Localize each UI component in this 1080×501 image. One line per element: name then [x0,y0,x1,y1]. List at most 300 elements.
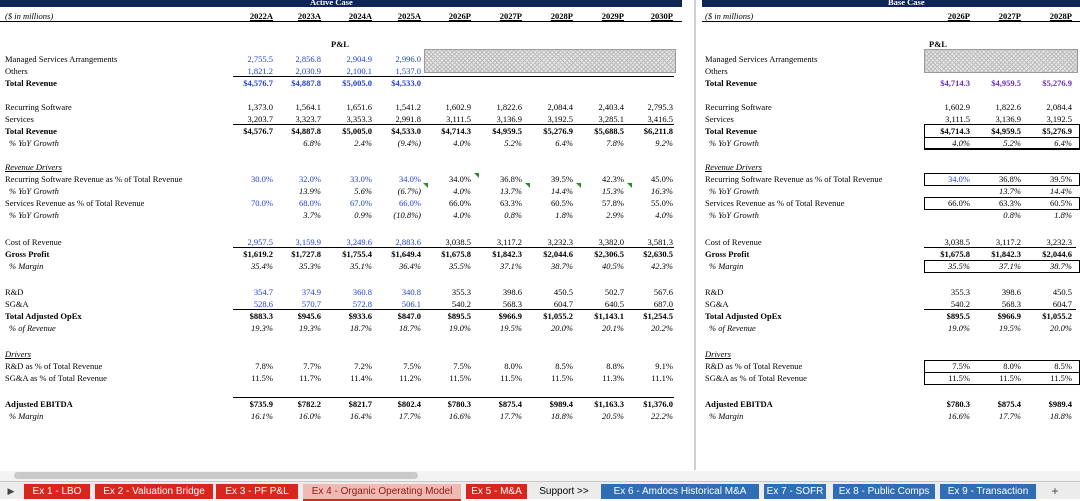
sheet-tab[interactable]: Ex 3 - PF P&L [216,484,298,499]
cell-value[interactable]: 11.1% [651,373,673,383]
year-header: 2027P [998,11,1021,21]
cell-value[interactable]: 20.0% [551,323,573,333]
cell-value[interactable]: (6.7%) [397,186,421,196]
cell-value[interactable]: 502.7 [604,287,624,297]
cell-value[interactable]: 4.0% [453,186,471,196]
cell-value[interactable]: $5,276.9 [1042,126,1072,136]
row-label-rd: R&D [5,287,24,297]
cell-value[interactable]: $4,714.3 [441,126,471,136]
cell-value[interactable]: 11.5% [251,373,273,383]
cell-value[interactable]: $1,727.8 [291,249,321,259]
row-label-msa: Managed Services Arrangements [5,54,118,64]
cell-value[interactable]: 1,651.6 [346,102,372,112]
cell-value[interactable]: 8.0% [1003,361,1021,371]
row-label-services: Services [5,114,34,124]
cell-value[interactable]: 17.7% [500,411,522,421]
cell-value[interactable]: $4,714.3 [940,78,970,88]
row-label-total_rev2: Total Revenue [5,126,57,136]
cell-value[interactable]: 3,111.5 [446,114,471,124]
cell-value[interactable]: 42.3% [651,261,673,271]
total-rule [233,76,674,77]
cell-value[interactable]: $821.7 [348,399,372,409]
cell-value[interactable]: $895.5 [946,311,970,321]
cell-value[interactable]: $780.3 [447,399,471,409]
cell-value[interactable]: 66.0% [948,198,970,208]
cell-value[interactable]: 1,602.9 [445,102,471,112]
cell-value[interactable]: 33.0% [350,174,372,184]
cell-value[interactable]: 568.3 [1001,299,1021,309]
cell-value[interactable]: 2,100.1 [346,66,372,76]
cell-value[interactable]: 13.7% [500,186,522,196]
cell-value[interactable]: 16.6% [948,411,970,421]
cell-value[interactable]: 2.9% [606,210,624,220]
base-case-title: Base Case [888,0,925,7]
cell-value[interactable]: 30.0% [251,174,273,184]
cell-value[interactable]: 11.5% [500,373,522,383]
cell-value[interactable]: 45.0% [651,174,673,184]
cell-value[interactable]: $945.6 [297,311,321,321]
cell-value[interactable]: $895.5 [447,311,471,321]
cell-value[interactable]: $5,276.9 [543,126,573,136]
cell-value[interactable]: 2,904.9 [346,54,372,64]
cell-value[interactable]: 18.8% [1050,411,1072,421]
cell-value[interactable]: 7.8% [255,361,273,371]
row-label-gp: Gross Profit [5,249,50,259]
cell-value[interactable]: 7.5% [403,361,421,371]
cell-value[interactable]: 3,038.5 [944,237,970,247]
cell-value[interactable]: 55.0% [651,198,673,208]
cell-value[interactable]: 15.3% [602,186,624,196]
cell-value[interactable]: 63.3% [500,198,522,208]
cell-value[interactable]: 19.0% [948,323,970,333]
header-rule [702,21,1080,22]
cell-value[interactable]: 1,537.0 [395,66,421,76]
cell-value[interactable]: 6.8% [303,138,321,148]
row-label-drivers: Drivers [705,349,731,359]
cell-value[interactable]: (10.8%) [393,210,421,220]
input-box [924,197,1080,210]
cell-value[interactable]: 18.7% [399,323,421,333]
cell-value[interactable]: $4,533.0 [391,78,421,88]
cell-value[interactable]: 70.0% [251,198,273,208]
row-label-total_rev1: Total Revenue [5,78,57,88]
cell-value[interactable]: $4,576.7 [243,78,273,88]
cell-value[interactable]: 1,822.6 [496,102,522,112]
cell-value[interactable]: 19.5% [999,323,1021,333]
cell-value[interactable]: $1,755.4 [342,249,372,259]
cell-value[interactable]: 528.6 [253,299,273,309]
cell-value[interactable]: 1,602.9 [944,102,970,112]
cell-value[interactable]: 2,403.4 [598,102,624,112]
cell-value[interactable]: 572.8 [352,299,372,309]
cell-value[interactable]: 16.3% [651,186,673,196]
cell-value[interactable]: 39.5% [1050,174,1072,184]
cell-value[interactable]: 2,084.4 [1046,102,1072,112]
cell-value[interactable]: 3.7% [303,210,321,220]
cell-value[interactable]: 3,232.3 [1046,237,1072,247]
cell-value[interactable]: $1,675.8 [441,249,471,259]
add-sheet-icon[interactable]: + [1051,484,1059,498]
cell-value[interactable]: 3,581.3 [647,237,673,247]
cell-value[interactable]: 11.5% [948,373,970,383]
cell-value[interactable]: 2,856.8 [295,54,321,64]
cell-value[interactable]: $782.2 [297,399,321,409]
cell-value[interactable]: 11.5% [551,373,573,383]
cell-value[interactable]: 354.7 [253,287,273,297]
cell-value[interactable]: 7.5% [453,361,471,371]
cell-value[interactable]: $2,044.6 [1042,249,1072,259]
cell-value[interactable]: 36.8% [999,174,1021,184]
cell-value[interactable]: $2,044.6 [543,249,573,259]
cell-value[interactable]: 4.0% [952,138,970,148]
cell-value[interactable]: 13.7% [999,186,1021,196]
cell-value[interactable]: 1,373.0 [247,102,273,112]
cell-value[interactable]: 11.3% [602,373,624,383]
cell-value[interactable]: 34.0% [399,174,421,184]
cell-value[interactable]: 35.5% [449,261,471,271]
row-label-opex: Total Adjusted OpEx [705,311,782,321]
input-box [924,260,1080,273]
cell-value[interactable]: 3,136.9 [496,114,522,124]
cell-value[interactable]: 19.0% [449,323,471,333]
year-header: 2022A [249,11,273,21]
cell-value[interactable]: 3,285.1 [598,114,624,124]
cell-value[interactable]: $4,533.0 [391,126,421,136]
cell-value[interactable]: 355.3 [950,287,970,297]
cell-value[interactable]: $4,887.8 [291,78,321,88]
cell-value[interactable]: 16.0% [299,411,321,421]
cell-value[interactable]: 2,996.0 [395,54,421,64]
cell-value[interactable]: 0.9% [354,210,372,220]
cell-value[interactable]: 3,136.9 [995,114,1021,124]
cell-value[interactable]: 11.2% [399,373,421,383]
cell-value[interactable]: 3,203.7 [247,114,273,124]
row-label-cor: Cost of Revenue [705,237,762,247]
cell-value[interactable]: 42.3% [602,174,624,184]
cell-value[interactable]: 34.0% [449,174,471,184]
cell-value[interactable]: 18.8% [551,411,573,421]
row-label-opex_pct: % of Revenue [9,323,56,333]
cell-value[interactable]: $1,254.5 [643,311,673,321]
cell-value[interactable]: 19.3% [299,323,321,333]
cell-value[interactable]: 57.8% [602,198,624,208]
cell-value[interactable]: 11.5% [1050,373,1072,383]
cell-value[interactable]: 37.1% [999,261,1021,271]
cell-value[interactable]: 3,416.5 [647,114,673,124]
cell-value[interactable]: $1,619.2 [243,249,273,259]
cell-value[interactable]: 3,353.3 [346,114,372,124]
cell-value[interactable]: 5.6% [354,186,372,196]
cell-value[interactable]: 60.5% [551,198,573,208]
row-label-opex_pct: % of Revenue [709,323,756,333]
comment-indicator-icon [627,183,632,188]
cell-value[interactable]: 66.0% [399,198,421,208]
cell-value[interactable]: $4,959.5 [492,126,522,136]
scrollbar-thumb[interactable] [14,472,418,479]
year-header: 2028P [550,11,573,21]
cell-value[interactable]: 16.1% [251,411,273,421]
cell-value[interactable]: 8.8% [606,361,624,371]
cell-value[interactable]: 9.1% [655,361,673,371]
cell-value[interactable]: 7.8% [606,138,624,148]
cell-value[interactable]: $4,959.5 [991,126,1021,136]
row-label-sga: SG&A [705,299,729,309]
row-label-rd_pct: R&D as % of Total Revenue [5,361,103,371]
cell-value[interactable]: 3,382.0 [598,237,624,247]
cell-value[interactable]: 1,822.6 [995,102,1021,112]
cell-value[interactable]: 6.4% [555,138,573,148]
cell-value[interactable]: 3,192.5 [547,114,573,124]
row-label-rec_pct: Recurring Software Revenue as % of Total Revenue [705,174,883,184]
cell-value[interactable]: 17.7% [999,411,1021,421]
cell-value[interactable]: 20.5% [602,411,624,421]
cell-value[interactable]: (9.4%) [397,138,421,148]
cell-value[interactable]: 570.7 [301,299,321,309]
cell-value[interactable]: 8.5% [1054,361,1072,371]
cell-value[interactable]: $1,376.0 [643,399,673,409]
cell-value[interactable]: $4,576.7 [243,126,273,136]
cell-value[interactable]: 2,957.5 [247,237,273,247]
cell-value[interactable]: 1.8% [1054,210,1072,220]
cell-value[interactable]: 3,249.6 [346,237,372,247]
cell-value[interactable]: 19.3% [251,323,273,333]
cell-value[interactable]: 568.3 [502,299,522,309]
cell-value[interactable]: 6.4% [1054,138,1072,148]
cell-value[interactable]: 2,084.4 [547,102,573,112]
cell-value[interactable]: 1,541.2 [395,102,421,112]
cell-value[interactable]: 2,883.6 [395,237,421,247]
cell-value[interactable]: 9.2% [655,138,673,148]
cell-value[interactable]: 3,159.9 [295,237,321,247]
cell-value[interactable]: 1,564.1 [295,102,321,112]
cell-value[interactable]: 7.2% [354,361,372,371]
cell-value[interactable]: 5.2% [504,138,522,148]
input-box [924,372,1080,385]
cell-value[interactable]: 40.5% [602,261,624,271]
cell-value[interactable]: 355.3 [451,287,471,297]
input-box [924,124,1080,149]
cell-value[interactable]: 0.8% [504,210,522,220]
cell-value[interactable]: 16.4% [350,411,372,421]
cell-value[interactable]: 0.8% [1003,210,1021,220]
cell-value[interactable]: 2,030.9 [295,66,321,76]
row-label-drivers: Drivers [5,349,31,359]
row-label-svc_pct: Services Revenue as % of Total Revenue [705,198,845,208]
cell-value[interactable]: $2,630.5 [643,249,673,259]
cell-value[interactable]: 38.7% [551,261,573,271]
cell-value[interactable]: 450.5 [1052,287,1072,297]
cell-value[interactable]: $933.6 [348,311,372,321]
cell-value[interactable]: 7.7% [303,361,321,371]
cell-value[interactable]: 35.3% [299,261,321,271]
sheet-tab[interactable]: Ex 1 - LBO [24,484,90,499]
cell-value[interactable]: 11.5% [449,373,471,383]
horizontal-scrollbar[interactable] [0,471,1080,481]
cell-value[interactable]: 36.4% [399,261,421,271]
cell-value[interactable]: 20.0% [1050,323,1072,333]
cell-value[interactable]: $1,143.1 [594,311,624,321]
cell-value[interactable]: 3,111.5 [945,114,970,124]
cell-value[interactable]: $802.4 [397,399,421,409]
cell-value[interactable]: $4,959.5 [991,78,1021,88]
tab-scroll-right-icon[interactable]: ▶ [7,486,15,496]
cell-value[interactable]: $5,005.0 [342,78,372,88]
header-rule [0,21,682,22]
cell-value[interactable]: 450.5 [553,287,573,297]
cell-value[interactable]: 4.0% [453,138,471,148]
sheet-tab-bar [0,481,1080,499]
cell-value[interactable]: 8.5% [555,361,573,371]
cell-value[interactable]: 20.2% [651,323,673,333]
cell-value[interactable]: $4,714.3 [940,126,970,136]
cell-value[interactable]: 4.0% [655,210,673,220]
cell-value[interactable]: 35.4% [251,261,273,271]
cell-value[interactable]: 540.2 [451,299,471,309]
cell-value[interactable]: $2,306.5 [594,249,624,259]
sheet-tab[interactable]: Ex 2 - Valuation Bridge [95,484,213,499]
cell-value[interactable]: 1.8% [555,210,573,220]
cell-value[interactable]: 3,038.5 [445,237,471,247]
cell-value[interactable]: 35.5% [948,261,970,271]
cell-value[interactable]: 66.0% [449,198,471,208]
row-label-others: Others [705,66,728,76]
cell-value[interactable]: 14.4% [551,186,573,196]
cell-value[interactable]: $989.4 [1048,399,1072,409]
cell-value[interactable]: 68.0% [299,198,321,208]
cell-value[interactable]: 8.0% [504,361,522,371]
cell-value[interactable]: $1,675.8 [940,249,970,259]
cell-value[interactable]: $1,055.2 [543,311,573,321]
sheet-tab[interactable]: Support >> [532,484,596,499]
cell-value[interactable]: 37.1% [500,261,522,271]
cell-value[interactable]: 3,117.2 [496,237,522,247]
cell-value[interactable]: $735.9 [249,399,273,409]
cell-value[interactable]: 340.8 [401,287,421,297]
cell-value[interactable]: 640.5 [604,299,624,309]
active-case-title: Active Case [310,0,353,7]
cell-value[interactable]: 3,192.5 [1046,114,1072,124]
cell-value[interactable]: $875.4 [498,399,522,409]
row-label-yoy3: % YoY Growth [9,210,59,220]
sheet-tab[interactable]: Ex 5 - M&A [466,484,527,499]
year-header: 2025A [397,11,421,21]
cell-value[interactable]: 14.4% [1050,186,1072,196]
cell-value[interactable]: 32.0% [299,174,321,184]
cell-value[interactable]: 34.0% [948,174,970,184]
cell-value[interactable]: 38.7% [1050,261,1072,271]
cell-value[interactable]: 360.8 [352,287,372,297]
cell-value[interactable]: 60.5% [1050,198,1072,208]
cell-value[interactable]: 11.7% [299,373,321,383]
cell-value[interactable]: $4,887.8 [291,126,321,136]
cell-value[interactable]: 604.7 [1052,299,1072,309]
cell-value[interactable]: 2,755.5 [247,54,273,64]
year-header: 2027P [499,11,522,21]
cell-value[interactable]: 63.3% [999,198,1021,208]
cell-value[interactable]: 5.2% [1003,138,1021,148]
cell-value[interactable]: 1,821.2 [247,66,273,76]
input-box [924,173,1080,186]
cell-value[interactable]: 20.1% [602,323,624,333]
row-label-opex: Total Adjusted OpEx [5,311,82,321]
cell-value[interactable]: 19.5% [500,323,522,333]
year-header: 2026P [448,11,471,21]
sheet-tab[interactable]: Ex 7 - SOFR [764,484,826,499]
cell-value[interactable]: $1,842.3 [991,249,1021,259]
cell-value[interactable]: 3,232.3 [547,237,573,247]
cell-value[interactable]: 687.0 [653,299,673,309]
cell-value[interactable]: $1,842.3 [492,249,522,259]
cell-value[interactable]: 374.9 [301,287,321,297]
cell-value[interactable]: 16.6% [449,411,471,421]
cell-value[interactable]: 36.8% [500,174,522,184]
cell-value[interactable]: $5,276.9 [1042,78,1072,88]
cell-value[interactable]: $780.3 [946,399,970,409]
sheet-tab[interactable]: Ex 9 - Transaction [940,484,1036,499]
cell-value[interactable]: $966.9 [997,311,1021,321]
row-label-ebitda: Adjusted EBITDA [5,399,73,409]
cell-value[interactable]: 3,117.2 [995,237,1021,247]
cell-value[interactable]: $883.3 [249,311,273,321]
sheet-tab[interactable]: Ex 8 - Public Comps [833,484,935,499]
cell-value[interactable]: 2,991.8 [395,114,421,124]
cell-value[interactable]: 67.0% [350,198,372,208]
cell-value[interactable]: $1,055.2 [1042,311,1072,321]
cell-value[interactable]: $966.9 [498,311,522,321]
cell-value[interactable]: 3,323.7 [295,114,321,124]
sheet-tab[interactable]: Ex 4 - Organic Operating Model [303,484,461,501]
cell-value[interactable]: $1,649.4 [391,249,421,259]
cell-value[interactable]: $989.4 [549,399,573,409]
cell-value[interactable]: $5,005.0 [342,126,372,136]
row-label-others: Others [5,66,28,76]
row-label-rec_sw: Recurring Software [705,102,772,112]
cell-value[interactable]: 13.9% [299,186,321,196]
row-label-yoy2: % YoY Growth [9,186,59,196]
comment-indicator-icon [423,183,428,188]
cell-value[interactable]: 22.2% [651,411,673,421]
row-label-gp: Gross Profit [705,249,750,259]
cell-value[interactable]: $875.4 [997,399,1021,409]
cell-value[interactable]: 11.4% [350,373,372,383]
row-label-yoy1: % YoY Growth [9,138,59,148]
cell-value[interactable]: 2.4% [354,138,372,148]
cell-value[interactable]: 11.5% [999,373,1021,383]
sheet-tab[interactable]: Ex 6 - Amdocs Historical M&A [601,484,759,499]
year-header: 2026P [947,11,970,21]
cell-value[interactable]: 604.7 [553,299,573,309]
row-label-yoy2: % YoY Growth [709,186,759,196]
year-header: 2028P [1049,11,1072,21]
total-rule [233,124,674,125]
cell-value[interactable]: $1,163.3 [594,399,624,409]
cell-value[interactable]: 398.6 [502,287,522,297]
cell-value[interactable]: 506.1 [401,299,421,309]
cell-value[interactable]: $847.0 [397,311,421,321]
cell-value[interactable]: $5,688.5 [594,126,624,136]
cell-value[interactable]: 540.2 [950,299,970,309]
cell-value[interactable]: 2,795.3 [647,102,673,112]
cell-value[interactable]: 39.5% [551,174,573,184]
cell-value[interactable]: 18.7% [350,323,372,333]
cell-value[interactable]: 567.6 [653,287,673,297]
cell-value[interactable]: 17.7% [399,411,421,421]
cell-value[interactable]: 7.5% [952,361,970,371]
cell-value[interactable]: 4.0% [453,210,471,220]
cell-value[interactable]: $6,211.8 [643,126,673,136]
cell-value[interactable]: 35.1% [350,261,372,271]
cell-value[interactable]: 398.6 [1001,287,1021,297]
